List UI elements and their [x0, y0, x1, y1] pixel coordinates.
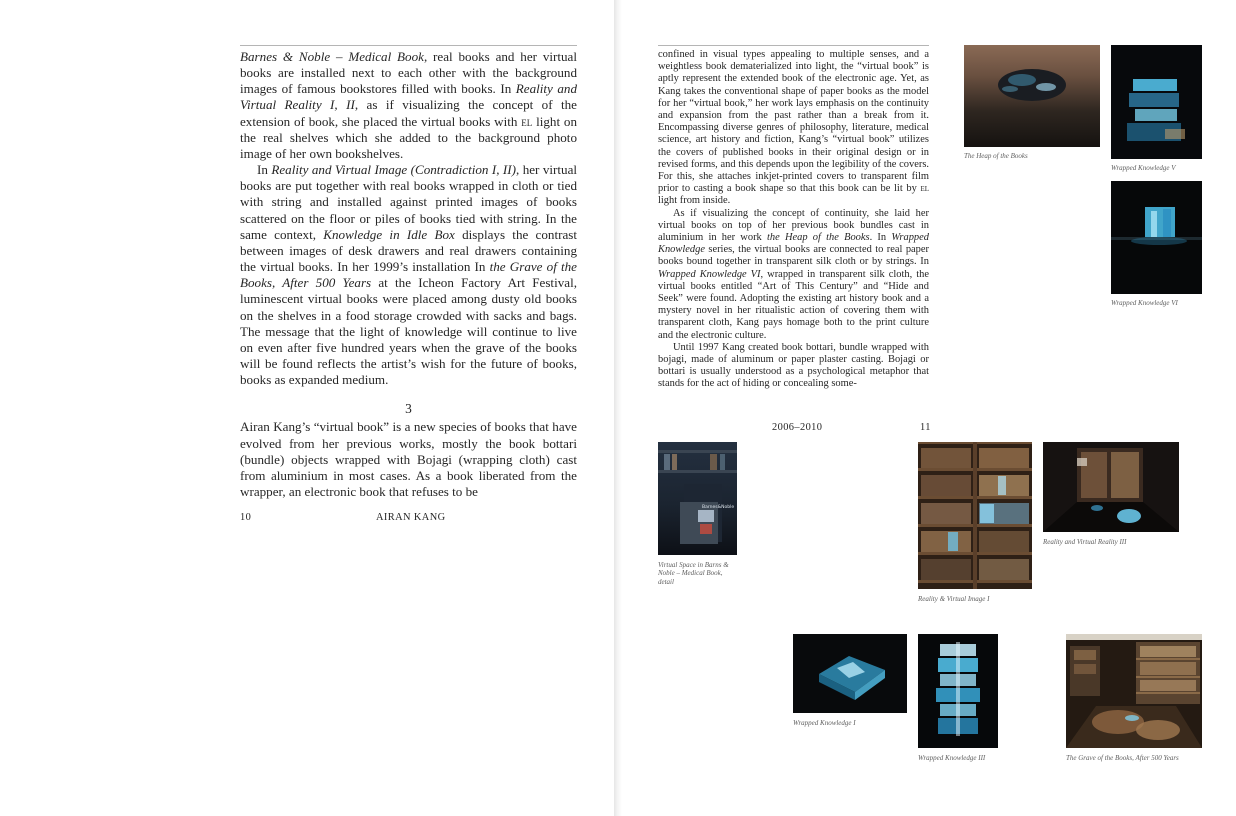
wrapped-knowledge-i-illustration — [793, 634, 907, 713]
italic-title: Wrapped Knowledge VI — [658, 268, 761, 280]
photo-heap-of-the-books — [964, 45, 1100, 147]
book-gutter — [614, 0, 622, 816]
room-installation-illustration — [1043, 442, 1179, 532]
wrapped-knowledge-v-illustration — [1111, 45, 1202, 159]
italic-title: Knowledge in Idle Box — [323, 226, 455, 242]
heap-illustration — [964, 45, 1100, 147]
right-running-head: 2006–2010 — [772, 422, 823, 433]
small-caps-el: el — [920, 183, 929, 195]
wrapped-knowledge-vi-illustration — [1111, 181, 1202, 294]
photo-wrapped-knowledge-v — [1111, 45, 1202, 159]
left-folio-number: 10 — [240, 512, 252, 523]
photo-reality-virtual-image-i — [918, 442, 1032, 589]
grave-of-books-illustration — [1066, 634, 1202, 748]
right-top-rule — [658, 45, 929, 46]
bookshelf-illustration — [918, 442, 1032, 589]
italic-title: Barnes & Noble – Medical Book — [240, 49, 424, 64]
left-running-head: AIRAN KANG — [376, 512, 446, 523]
barns-noble-illustration — [658, 442, 737, 555]
section-number: 3 — [405, 401, 412, 417]
right-paragraph-2: As if visualizing the concept of continuity, she laid her virtual books on top of her previous book bundles cast in aluminium in her work the Heap of the Books. In Wrapped Knowledge series, the virtual books are connected to real paper books bound together in transparent silk cloth or by strings. In Wrapped Knowledge VI, wrapped in transparent silk cloth, the virtual books entitled “Art of This Century” and “Hide and Seek” were found. Adopting the existing art history book and a mystery novel in her ritualistic action of covering them with transparent cloth, Kang pays homage both to the print culture and the electronic culture. — [658, 207, 929, 341]
left-paragraph-2: In Reality and Virtual Image (Contradiction I, II), her virtual books are put together with real books wrapped in cloth or tied with string and installed against printed images of books scattered on the floor or piles of books tied with string. In the same context, Knowledge in Idle Box displays the contrast between images of desk drawers and real drawers containing the virtual books. In her 1999’s installation In the Grave of the Books, After 500 Years at the Icheon Factory Art Festival, luminescent virtual books were placed among dusty old books on the shelves in a food storage crowded with sacks and bags. The message that the light of knowledge will continue to live on even after five hundred years when the grave of the books will be found reflects the artist’s wish for the future of books, books as expanded medium. — [240, 162, 578, 388]
caption-grave-of-the-books: The Grave of the Books, After 500 Years — [1066, 754, 1179, 762]
caption-wrapped-knowledge-vi: Wrapped Knowledge VI — [1111, 299, 1178, 307]
right-paragraph-3: Until 1997 Kang created book bottari, bundle wrapped with bojagi, made of aluminum or paper plaster casting. Bojagi or bottari is usually understood as a psychological metaphor that stands for the act of hiding or concealing some- — [658, 341, 929, 390]
photo-wrapped-knowledge-vi — [1111, 181, 1202, 294]
wrapped-knowledge-iii-illustration — [918, 634, 998, 748]
right-paragraph-1: confined in visual types appealing to multiple senses, and a weightless book dematerialized into light, the “virtual book” is aptly represent the extended book of the electronic age. Yet, as Kang takes the conventional shape of paper books as the model for her “virtual book,” her work lays emphasis on the continuity and expansion from the past rather than a break from it. Encompassing diverse genres of philosophy, literature, medical science, art history and fiction, Kang’s “virtual book” utilizes the covers of published books in their original design or in revised forms, and this depends upon the legibility of the covers. For this, she attaches inkjet-printed covers to transparent film prior to casting a book shape so that this book can be lit by el light from inside. — [658, 49, 929, 207]
photo-wrapped-knowledge-iii — [918, 634, 998, 748]
photo-reality-virtual-reality-iii — [1043, 442, 1179, 532]
left-paragraph-1: Barnes & Noble – Medical Book, real books and her virtual books are installed next to each other with the background images of famous bookstores filled with books. In Reality and Virtual Reality I, II, as if visualizing the concept of the extension of book, she placed the virtual books with el light on the real shelves which she added to the background photo image of her own bookshelves. — [240, 49, 578, 161]
italic-title: Reality and Virtual Image (Contradiction I, II) — [271, 162, 516, 178]
photo-wrapped-knowledge-i — [793, 634, 907, 713]
small-caps-el: el — [521, 113, 533, 129]
italic-title: the Grave of the Books, After 500 Years — [240, 259, 577, 291]
right-folio-number: 11 — [920, 422, 931, 433]
caption-virtual-space: Virtual Space in Barns & Noble – Medical Book, detail — [658, 561, 729, 586]
left-paragraph-3: Airan Kang’s “virtual book” is a new species of books that have evolved from her previous works, mostly the book bottari (bundle) objects wrapped with Bojagi (wrapping cloth) cast from aluminium in most cases. As a book liberated from the wrapper, an electronic book that refuses to be — [240, 419, 577, 500]
caption-wrapped-knowledge-v: Wrapped Knowledge V — [1111, 164, 1176, 172]
italic-title: Wrapped Knowledge — [658, 232, 929, 256]
caption-reality-virtual-image-i: Reality & Virtual Image I — [918, 595, 990, 603]
book-cover-text: Barnes&Noble — [702, 505, 735, 510]
caption-wrapped-knowledge-iii: Wrapped Knowledge III — [918, 754, 986, 762]
caption-wrapped-knowledge-i: Wrapped Knowledge I — [793, 719, 856, 727]
italic-title: the Heap of the Books — [766, 232, 870, 244]
left-top-rule — [240, 45, 577, 46]
caption-reality-virtual-reality-iii: Reality and Virtual Reality III — [1043, 538, 1127, 546]
photo-grave-of-the-books — [1066, 634, 1202, 748]
left-body-text — [240, 49, 577, 500]
italic-title: Reality and Virtual Reality I, II — [240, 81, 578, 113]
caption-heap-of-the-books: The Heap of the Books — [964, 152, 1028, 160]
photo-virtual-space-barns-noble — [658, 442, 737, 555]
right-body-text — [658, 49, 929, 391]
